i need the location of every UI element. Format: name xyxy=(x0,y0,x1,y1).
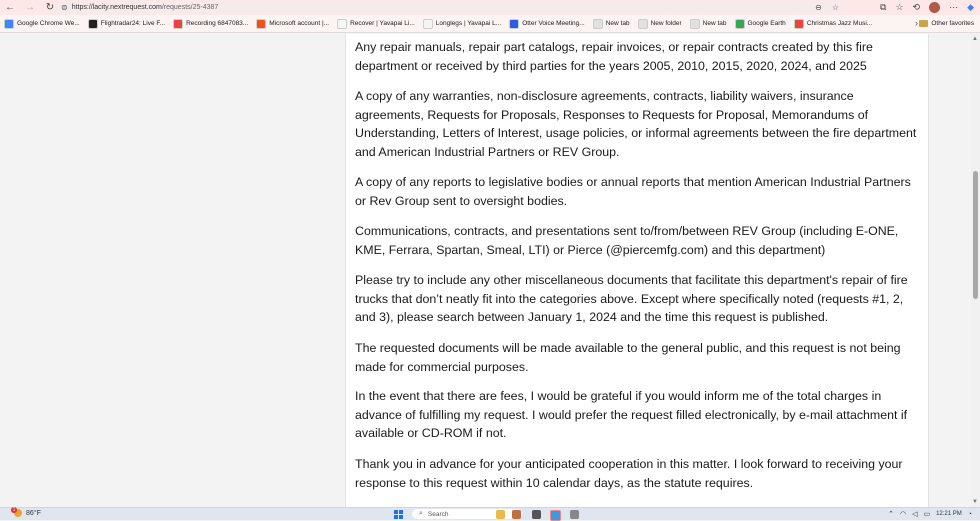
taskbar-search[interactable] xyxy=(412,509,522,519)
bookmarks-bar xyxy=(0,15,980,33)
favorite-star-icon[interactable]: ☆ xyxy=(831,3,839,12)
bookmark-label: New tab xyxy=(702,20,727,27)
bookmark-favicon-icon xyxy=(638,19,648,29)
bookmark-label: Flightradar24: Live F... xyxy=(100,20,166,27)
temperature: 86°F xyxy=(26,509,41,517)
bookmark-label: Recover | Yavapai Li... xyxy=(350,20,415,27)
weather-sun-icon xyxy=(14,509,22,517)
bookmark-label: Longlegs | Yavapai L... xyxy=(435,20,502,27)
bookmark-favicon-icon xyxy=(690,19,700,29)
url-text xyxy=(72,4,219,11)
page-scrollbar[interactable] xyxy=(971,34,980,507)
bookmark-favicon-icon xyxy=(509,19,519,29)
request-paragraph-6: The requested documents will be made available to the general public, and this request is not being made for commercial purposes. xyxy=(355,341,901,374)
folder-icon xyxy=(919,20,928,27)
taskbar-app-icon[interactable] xyxy=(512,510,521,519)
taskbar-file-explorer-icon[interactable] xyxy=(496,510,505,519)
bookmark-item[interactable] xyxy=(4,19,80,29)
scrollbar-thumb[interactable] xyxy=(973,171,978,299)
notification-badge: 1 xyxy=(12,507,16,513)
request-paragraph-3: A copy of any reports to legislative bodies or annual reports that mention American Industrial Partners or Rev Group sent to oversight bodies. xyxy=(355,175,911,208)
address-bar[interactable] xyxy=(55,1,845,14)
bookmark-favicon-icon xyxy=(794,19,804,29)
copilot-icon[interactable]: ◆ xyxy=(967,2,974,12)
zoom-icon[interactable]: ⊖ xyxy=(815,3,822,12)
clock[interactable]: 12:21 PM xyxy=(936,511,962,517)
omnibox-actions xyxy=(815,1,839,14)
scroll-down-icon[interactable]: ▼ xyxy=(972,499,978,505)
bookmark-item[interactable] xyxy=(690,19,727,29)
taskbar-app-icon-2[interactable] xyxy=(532,510,541,519)
favorites-icon[interactable]: ☆ xyxy=(895,2,904,12)
request-description-panel xyxy=(345,34,929,507)
request-paragraph-8: Thank you in advance for your anticipated cooperation in this matter. I look forward to receiving your response to this request within 10 calendar days, as the statute requires. xyxy=(355,457,903,490)
site-info-icon[interactable]: ⊜ xyxy=(61,3,68,12)
bookmark-label: Google Chrome We... xyxy=(17,20,80,27)
taskbar-edge-icon[interactable] xyxy=(550,510,561,521)
toolbar xyxy=(0,0,980,15)
bookmark-item[interactable] xyxy=(256,19,329,29)
search-placeholder: Search xyxy=(427,510,449,518)
notification-bell-icon[interactable]: ◔ xyxy=(967,510,972,518)
request-paragraph-4: Communications, contracts, and presentations sent to/from/between REV Group (including E-ONE, KME, Ferrara, Spartan, Smeal, LTI) or Pierce (@piercemfg.com) and this department) xyxy=(355,224,899,257)
bookmark-item[interactable] xyxy=(337,19,415,29)
bookmark-item[interactable] xyxy=(735,19,786,29)
request-paragraph-1: Any repair manuals, repair part catalogs, repair invoices, or repair contracts created by this fire department or received by third parties for the years 2005, 2010, 2015, 2020, 2024, and 2025 xyxy=(355,40,873,73)
bookmark-label: Microsoft account |... xyxy=(269,20,330,27)
bookmark-label: Christmas Jazz Musi... xyxy=(806,20,873,27)
url-host: https://lacity.nextrequest.com xyxy=(71,4,162,11)
bookmark-item[interactable] xyxy=(88,19,165,29)
bookmark-favicon-icon xyxy=(423,19,433,29)
bookmark-item[interactable] xyxy=(638,19,682,29)
back-button[interactable] xyxy=(0,0,20,15)
bookmarks-overflow-icon[interactable]: › xyxy=(915,18,918,28)
bookmark-label: New tab xyxy=(605,20,630,27)
other-favorites-label: Other favorites xyxy=(931,20,974,27)
windows-taskbar xyxy=(0,507,980,520)
bookmark-label: Otter Voice Meeting... xyxy=(522,20,585,27)
bookmark-favicon-icon xyxy=(173,19,183,29)
bookmark-favicon-icon xyxy=(256,19,266,29)
bookmark-item[interactable] xyxy=(794,19,872,29)
reload-icon: ↻ xyxy=(45,2,55,13)
scroll-up-icon[interactable]: ▲ xyxy=(972,36,978,42)
arrow-right-icon: → xyxy=(25,2,35,13)
system-tray xyxy=(888,508,972,520)
speaker-icon[interactable]: ◁ xyxy=(912,511,918,518)
weather-widget[interactable] xyxy=(14,509,41,517)
toolbar-right xyxy=(880,0,974,15)
page-viewport xyxy=(0,34,980,507)
bookmark-label: New folder xyxy=(650,20,682,27)
search-icon: ⌕ xyxy=(419,510,423,517)
other-favorites[interactable] xyxy=(919,20,974,27)
start-button[interactable] xyxy=(394,510,403,519)
url-path: /requests/25-4387 xyxy=(161,4,219,11)
request-paragraph-2: A copy of any warranties, non-disclosure agreements, contracts, liability waivers, insurance agreements, Requests for Proposals, Responses to Requests for Proposal, Memorandums of Understanding, Letters of Interest, usage policies, or informal agreements between the fire department and American Industrial Partners or REV Group. xyxy=(355,89,917,159)
bookmark-item[interactable] xyxy=(593,19,630,29)
bookmark-favicon-icon xyxy=(88,19,98,29)
profile-avatar[interactable] xyxy=(929,2,940,13)
extensions-icon[interactable]: ⧉ xyxy=(880,2,887,12)
bookmark-favicon-icon xyxy=(4,19,14,29)
arrow-left-icon: ← xyxy=(5,2,15,13)
bookmark-item[interactable] xyxy=(423,19,501,29)
bookmark-favicon-icon xyxy=(735,19,745,29)
wifi-icon[interactable]: ◠ xyxy=(899,511,907,518)
bookmark-favicon-icon xyxy=(593,19,603,29)
battery-icon[interactable]: ▭ xyxy=(923,511,931,518)
bookmark-label: Google Earth xyxy=(747,20,786,27)
forward-button[interactable] xyxy=(20,0,40,15)
bookmark-favicon-icon xyxy=(337,19,347,29)
history-icon[interactable]: ⟲ xyxy=(912,2,921,12)
tray-chevron-icon[interactable]: ⌃ xyxy=(888,511,894,518)
request-paragraph-5: Please try to include any other miscellaneous documents that facilitate this department's repair of fire trucks that don’t neatly fit into the categories above. Except where specifically noted (requests #1, 2, and 3), please search between January 1, 2024 and the time this request is published. xyxy=(355,273,908,324)
bookmark-label: Recording 6847083... xyxy=(186,20,249,27)
menu-icon[interactable]: ⋯ xyxy=(949,2,959,12)
taskbar-app-icon-3[interactable] xyxy=(570,510,579,519)
request-paragraph-7: In the event that there are fees, I would be grateful if you would inform me of the total charges in advance of fulfilling my request. I would prefer the request filled electronically, by e-mail attachment if available or CD-ROM if not. xyxy=(355,389,908,440)
bookmark-item[interactable] xyxy=(173,19,248,29)
bookmark-item[interactable] xyxy=(509,19,585,29)
